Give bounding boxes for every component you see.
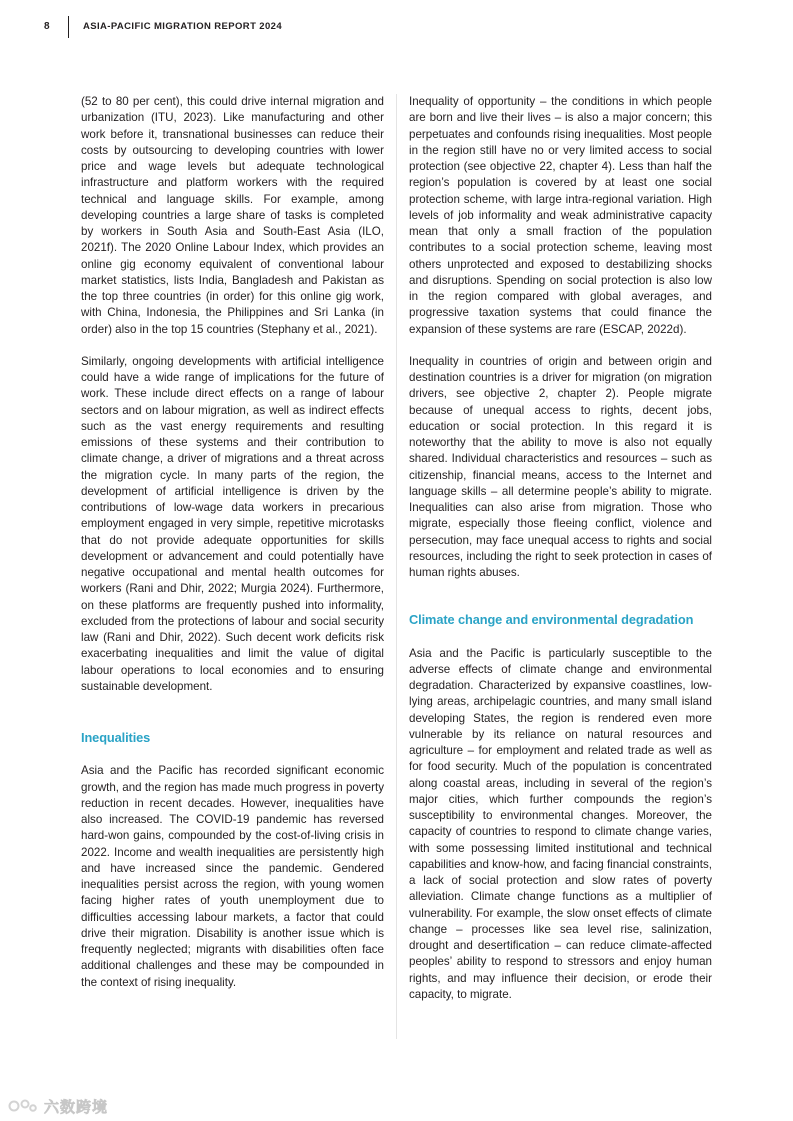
right-paragraph-3: Asia and the Pacific is particularly susceptible to the adverse effects of climate change and environmental degradation. Characterized by expansive coastlines, low-lying areas, archipelagic countries, and many small island developing States, the region is rendered even more vulnerable by its reliance on natural resources and agriculture – for employment and related trade as well as for food security. Much of the population is concentrated along coastal areas, including in several of the region’s major cities, which further compounds the region’s susceptibility to environmental changes. Moreover, the capacity of countries to respond to climate change varies, with some possessing limited institutional and technical capabilities and know-how, and facing financial constraints, a lack of social protection and slow rates of poverty alleviation. Climate change functions as a multiplier of vulnerability. For example, the slow onset effects of climate change – processes like sea level rise, salinization, drought and desertification – can reduce climate-affected peoples’ ability to respond to stressors and enjoy human rights, and may influence their decision, or erode their capacity, to migrate. xyxy=(409,646,712,1001)
right-column xyxy=(409,94,712,1019)
section-heading-climate-change: Climate change and environmental degradation xyxy=(409,612,694,628)
right-paragraph-1: Inequality of opportunity – the conditions in which people are born and live their lives – is also a major concern; this perpetuates and confounds rising inequalities. Most people in the region still have no or very limited access to social protection (see objective 22, chapter 4). Less than half the region’s population is covered by at least one social protection scheme, with large intra-regional variation. High levels of job informality and weak administrative capacity mean that only a small fraction of the population contributes to a social protection scheme, leaving most others unprotected and exposed to destabilizing shocks and disruptions. Spending on social protection is also low in the region compared with global averages, and progressive taxation systems that could finance the expansion of these systems are rare (ESCAP, 2022d). xyxy=(409,95,712,336)
column-divider xyxy=(396,94,397,1039)
right-paragraph-2: Inequality in countries of origin and between origin and destination countries is a driver for migration (on migration drivers, see objective 2, chapter 2). People migrate because of unequal access to rights, decent jobs, education or social protection. In this regard it is noteworthy that the ability to move is also not equally shared. Individual characteristics and resources – such as citizenship, financial means, access to the Internet and language skills – all determine people’s ability to migrate. Inequalities can also arise from migration. Those who migrate, especially those fleeing conflict, violence and persecution, may face unequal access to rights and social resources, including the right to seek protection in cases of human rights abuses. xyxy=(409,354,712,579)
header-divider xyxy=(68,16,69,38)
report-title: ASIA-PACIFIC MIGRATION REPORT 2024 xyxy=(83,21,283,32)
watermark-logo-icon xyxy=(8,1097,38,1115)
watermark-text: 六数跨境 xyxy=(44,1098,109,1116)
section-heading-inequalities: Inequalities xyxy=(81,730,151,745)
left-paragraph-2: Similarly, ongoing developments with artificial intelligence could have a wide range of implications for the future of work. These include direct effects on a range of labour sectors and on labour migration, as well as indirect effects such as the vast energy requirements and resulting emissions of these systems and their contribution to climate change, a driver of migrations and a threat across the migration cycle. In many parts of the region, the development of artificial intelligence is driven by the contributions of low-wage data workers in precarious employment engaged in very simple, repetitive microtasks that do not provide adequate opportunities for skills development or advancement and could potentially have negative occupational and mental health outcomes for workers (Rani and Dhir, 2022; Murgia 2024). Furthermore, on these platforms are frequently pushed into informality, excluded from the protections of labour and social security law (Rani and Dhir, 2022). Such decent work deficits risk exacerbating inequalities and limit the value of digital labour operations to local economies and to ensuring sustainable development. xyxy=(81,354,384,693)
watermark xyxy=(8,1094,108,1118)
left-paragraph-3: Asia and the Pacific has recorded significant economic growth, and the region has made much progress in poverty reduction in recent decades. However, inequalities have also increased. The COVID-19 pandemic has reversed hard-won gains, compounded by the cost-of-living crisis in 2022. Income and wealth inequalities are persistently high and have increased since the pandemic. Gendered inequalities persist across the region, with young women facing higher rates of youth unemployment due to difficulties accessing labour markets, a factor that could drive their migration. Disability is another issue which is frequently neglected; migrants with disabilities often face additional challenges and these may be compounded in the context of rising inequality. xyxy=(81,764,384,989)
page-number: 8 xyxy=(44,21,50,32)
left-column xyxy=(81,94,384,1007)
left-paragraph-1: (52 to 80 per cent), this could drive internal migration and urbanization (ITU, 2023). Like manufacturing and other work before it, transnational businesses can reduce their costs by outsourcing to developing countries with lower price and wage levels but adequate technological infrastructure and platform workers with the required technical and language skills. For example, among developing countries a large share of tasks is completed by workers in South Asia and South-East Asia (ILO, 2021f). The 2020 Online Labour Index, which provides an online gig economy equivalent of conventional labour market statistics, lists India, Bangladesh and Pakistan as the top three countries (in order) for this online gig work, with China, Indonesia, the Philippines and Sri Lanka (in order) also in the top 15 countries (Stephany et al., 2021). xyxy=(81,95,384,336)
page-header xyxy=(0,0,793,62)
